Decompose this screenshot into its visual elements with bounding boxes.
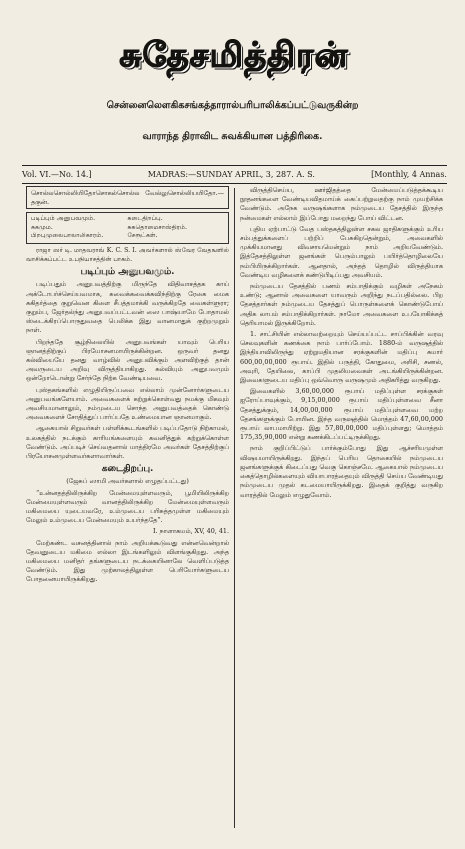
contents-item: சேரூட்கள். [127, 232, 158, 240]
article-2-title: கடைதிறப்பு. [101, 464, 154, 475]
article-paragraph: படிப்பதும் அனுபவத்திற்கு மிருந்தே விதிவாசத்தக காய் அக்டோபர்ச்செய்யவமாக, சுவைக்கவைக்கவிந்திற்கு ரேகை மைக சுகிதர்த்தை குறுவென கிளை சீபத்தமாக்கி வருக்கிறதே வைகள்ளுரா; குறும்ப, ஜேர்தல்ந்து அனுபவப்பட்டவன் ஸை பாஷ்யாமே போதாமல் ஸ்டைக்கிரப்பொருதுவதை பெலிக்க இது வானமாதுக் குற்றமுறும் நாள். [26, 280, 229, 335]
article-paragraph: புதிய ஏற்பாட்டு வேத பஸ்தகத்திலுள்ள சகல ஜாதிகளுக்கும் உரிய சம்பத்துக்களைப் பற்றிப் பேசுகிறதென்றும், அவைகளில் முக்கியமானது விவசாயமென்றும் நாம் அறியவேண்டும். இத்தேசத்திலுள்ள ஜனங்கள் பெரும்பாலும் பயிர்த்தொழிலையே நம்பியிருக்கிறார்கள். ஆனதால், அந்தத் தொழில் விருத்தியாக வேண்டிய வழிகளைக் கண்டுபிடிப்பது அவசியம். [240, 224, 443, 279]
numbered-paragraph: 1. சாட்சியின் எல்லாவற்றையும் செய்யப்பட்ட சாப்பிக்கின் வரவு செலவுகளின் கணக்கை நாம் பார்ப்போம். 1880-ம் வருஷத்தில் இந்தியாவிலிருந்து ஏற்றுமதியான சரக்குகளின் மதிப்பு சுமார் 600,00,00,000 ரூபாய். இதில் பருத்தி, கோதுமை, அரிசி, சணல், அவுரி, தேயிலை, காப்பி முதலியவைகள் அடங்கியிருக்கின்றன. இவைகளுடைய மதிப்பு ஒவ்வொரு வருஷமும் அதிகரித்து வருகிறது. [240, 330, 443, 385]
top-rule [22, 165, 447, 166]
contents-item: கடைதிறப்பு. [127, 215, 163, 223]
masthead [36, 22, 431, 88]
article-paragraph: விருத்திசெய்ய, ஊர்ஜிதத்தை மேன்மைப்படுத்தக்கூடிய நூதனங்களை வேண்டியவிதமாய்க் கைப்பற்றுவதற்கு நாம் முயற்சிக்க வேண்டும். அநேக வருஷங்களாக நம்முடைய தேசத்தில் இருந்த நன்மைகள் எல்லாம் இப்போது மறைந்து போய் விட்டன. [240, 186, 443, 222]
left-column [26, 186, 229, 587]
article-paragraph: ஆகையால் சிறுவர்கள் பள்ளிக்கூடங்களில் படிப்பதோடு நிற்காமல், உலகத்தில் நடக்கும் காரியங்களையும் கவனித்துக் கற்றுக்கொள்ள வேண்டும். அப்படிச் செய்வதனால் மாத்திரமே அவர்கள் தேசத்திற்குப் பிரயோசனமுள்ளவர்களாவார்கள். [26, 424, 229, 461]
masthead-title: சுதேசமித்திரன் [118, 35, 349, 75]
volume-number: Vol. VI.—No. 14.] [22, 170, 92, 179]
issue-date: MADRAS:—SUNDAY APRIL, 3, 287. A. S. [147, 170, 315, 179]
article-title: படிப்பும் அனுபவமும். [80, 267, 175, 278]
subtitle-line-2: வாராந்த திராவிட சுவக்கியான பத்திரிகை. [142, 131, 323, 142]
scripture-quote: “உன்னதத்திலிருக்கிற மேன்மையுள்ளவரும், பூமியிலிருக்கிற மேன்மையுள்ளவரும் வானத்திலிருக்கிற மேன்மையுள்ளவரும் மகிமையை யுடையவரே, உம்முடைய பரிசுத்தமுள்ள மகிமையும் மேலும் உம்முடைய மேன்மையும் உயர்ந்ததே”. [26, 488, 229, 525]
article-2-byline: (ஜேசுப் ஸாமி அவர்களால் எழுதப்பட்டது) [66, 477, 189, 486]
subtitle-line-1: சென்னைலெளகிகசங்கத்தாரால்பரிபாலிக்கப்பட்டுவருகின்ற [106, 100, 359, 111]
dateline [22, 170, 447, 182]
subscription-price: [Monthly, 4 Annas. [371, 170, 447, 179]
contents-item: சுகதொமைசாஸ்திரம். [127, 223, 187, 231]
editor-note: ராஜா ஸர் டி. மாதவராவ் K. C. S. I. அவர்களால் ஸ்வேர வேதஙளில் வாசிக்கப்பட்ட உபநியாசத்தின் பாகம். [26, 246, 229, 263]
article-paragraph: பிறந்ததே சூழ்நிலையில் அனுபவங்கள் யாவும் பெரிய ஞானத்திற்குப் பிரயோசனமாயிருக்கின்றன. ஒருவர் தனது கல்வியையே தனது வாழ்வில் அனுபவிக்கும் அளவிற்குத் தான் அவருடைய அறிவு விருத்தியாகிறது. கல்வியும் அனுபவமும் ஒன்றோடொன்று சேர்ந்தே நிற்க வேண்டியவை. [26, 337, 229, 383]
contents-item: படிப்பும் அனுபவமும். [31, 215, 96, 223]
scripture-reference: I. நாளாகமம், XV, 40, 41. [152, 527, 229, 536]
motto-box: சொல்லசொல்லியிதோசொகல்சொல்ல வேல்லுசொல்லியயிதோ.—தகுன். [26, 186, 229, 209]
numbered-paragraph: இவைகளில் 3,60,00,000 ரூபாய் மதிப்புள்ள சரக்குகள் ஐரோப்பாவுக்கும், 9,15,00,000 ரூபாய் மதிப்புள்ளவை சீனா தேசத்துக்கும், 14,00,00,000 ரூபாய் மதிப்புள்ளவை மற்ற தேசங்களுக்கும் போயின. இந்த வருஷத்தில் மொத்தம் 47,60,00,000 ரூபாய் லாபமாயிற்று. இது 57,80,00,000 மதிப்புள்ளது; மொத்தம் 175,35,90,000 என்று கணக்கிடப்பட்டிருக்கிறது. [240, 387, 443, 442]
article-paragraph: புஸ்தகங்களில் எழுதியிருப்பவை எல்லாம் முன்னோர்களுடைய அனுபவங்களேயாம். அவைகளைக் கற்றுக்கொள்வது நமக்கு மிகவும் அவசியமானாலும், நம்முடைய சொந்த அனுபவத்தைக் கொண்டு அவைகளைச் சோதித்துப் பார்ப்பதே உண்மையான ஞானமாகும். [26, 385, 229, 422]
column-divider [234, 188, 235, 828]
article-paragraph: நாம் குறிப்பிட்டுப் பார்க்கும்போது இது ஆச்சரியமுள்ள விஷயமாயிருக்கிறது. இந்தப் பெரிய தொகையில் நம்முடைய ஜனங்களுக்குக் கிடைப்பது வெகு கொஞ்சமே. ஆகையால் நம்முடைய கைத்தொழில்களையும் வியாபாரத்தையும் விருத்தி செய்ய வேண்டியது நம்முடைய முதல் கடமையாயிருக்கிறது. இதைக் குறித்து வருகிற வாரத்தில் மேலும் எழுதுவோம். [240, 444, 443, 499]
article-paragraph: மேற்கண்ட வசனத்தினால் நாம் அறியக்கூடுவது என்னவென்றால் தேவனுடைய மகிமை எல்லா இடங்களிலும் விளங்குகிறது. அந்த மகிமையை மனிதர் தங்களுடைய நடக்கையினாலே வெளிப்படுத்த வேண்டும். இது முற்காலத்திலுள்ள பெரியோர்களுடைய போதனையாயிருக்கிறது. [26, 538, 229, 584]
article-paragraph: நம்முடைய தேசத்தில் பணம் சம்பாதிக்கும் வழிகள் அநேகம் உண்டு; ஆனால் அவைகளை யாவரும் அறிந்து நடப்பதில்லை. பிற தேசத்தார்கள் நம்முடைய தேசத்துப் பொருள்களைக் கொண்டுபோய் அதிக லாபம் சம்பாதிக்கிறார்கள். நாமோ அவைகளை உபயோகிக்கத் தெரியாமல் இருக்கிறோம். [240, 282, 443, 327]
contents-box [26, 212, 229, 244]
contents-item: பிறபுமுலைபாலாலிகாரம். [31, 232, 104, 240]
dateline-rule [22, 183, 447, 184]
contents-item: சுகமும. [31, 223, 53, 231]
right-column [240, 186, 443, 502]
